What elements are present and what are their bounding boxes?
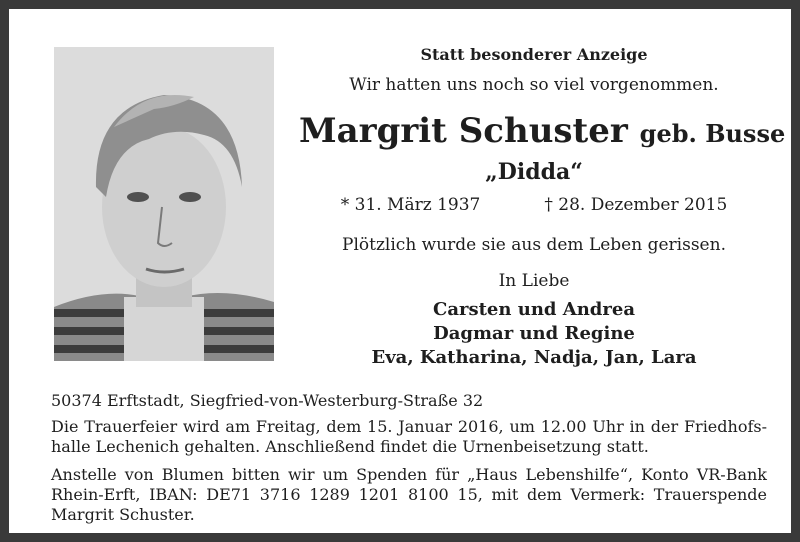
portrait-photo — [54, 47, 274, 361]
deceased-name-line — [299, 111, 786, 151]
mourner-line: Carsten und Andrea — [433, 299, 635, 320]
address: 50374 Erftstadt, Siegfried-von-Westerburg-Straße 32 — [51, 391, 484, 410]
birth-date: * 31. März 1937 — [340, 195, 481, 215]
donation-info: Anstelle von Blumen bitten wir um Spenden für „Haus Lebenshilfe“, Konto VR-Bank Rhein-Erft, IBAN: DE71 3716 1289 1201 8100 15, mit dem Vermerk: Trauerspende Margrit Schuster. — [51, 465, 767, 524]
portrait-illustration — [54, 47, 274, 361]
notice-quote: Wir hatten uns noch so viel vorgenommen. — [349, 75, 719, 95]
funeral-info: Die Trauerfeier wird am Freitag, dem 15. Januar 2016, um 12.00 Uhr in der Friedhofs-halle Lechenich gehalten. Anschließend findet die Urnenbeisetzung statt. — [51, 417, 767, 456]
life-dates — [299, 195, 769, 215]
nickname: „Didda“ — [485, 159, 583, 185]
death-date: † 28. Dezember 2015 — [544, 195, 728, 215]
mourner-line: Dagmar und Regine — [433, 323, 635, 344]
love-intro: In Liebe — [498, 271, 570, 291]
mourner-line: Eva, Katharina, Nadja, Jan, Lara — [371, 347, 697, 368]
sudden-death-line: Plötzlich wurde sie aus dem Leben gerissen. — [342, 235, 726, 255]
maiden-name: geb. Busse — [639, 119, 786, 148]
notice-kicker: Statt besonderer Anzeige — [420, 45, 648, 64]
deceased-name: Margrit Schuster — [299, 111, 628, 151]
